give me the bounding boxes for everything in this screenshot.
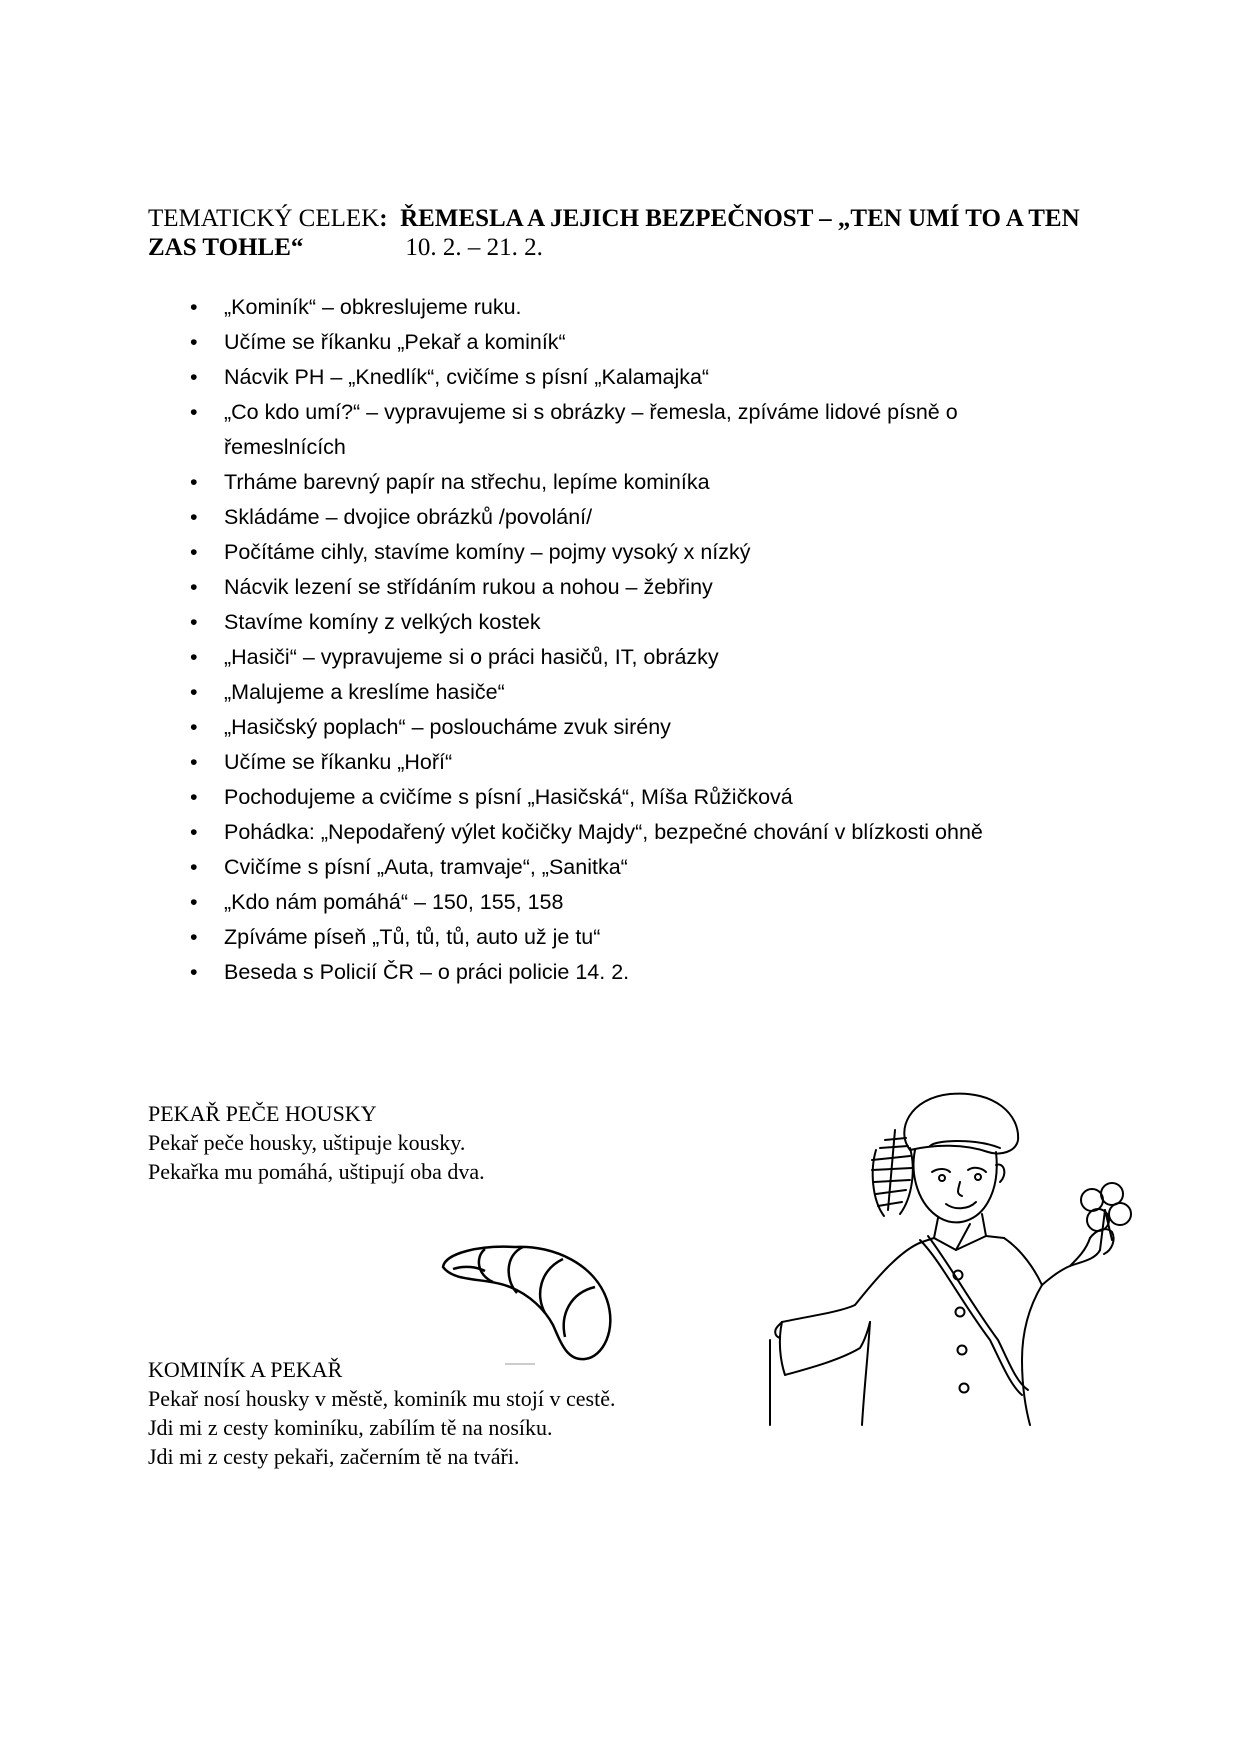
activity-item: [148, 325, 1078, 360]
activity-text: Učíme se říkanku „Hoří“: [224, 750, 453, 774]
heading-title-line1: ŘEMESLA A JEJICH BEZPEČNOST – „TEN UMÍ TO A TEN: [400, 205, 1080, 232]
activity-text: Trháme barevný papír na střechu, lepíme kominíka: [224, 470, 710, 494]
bullet-icon: •: [190, 785, 198, 809]
bullet-icon: •: [190, 890, 198, 914]
poem-kominik-a-pekar: [148, 1355, 768, 1471]
bullet-icon: •: [190, 960, 198, 984]
bullet-icon: •: [190, 645, 198, 669]
activity-item: [148, 955, 1078, 990]
activity-text: Skládáme – dvojice obrázků /povolání/: [224, 505, 593, 529]
activity-text: Nácvik lezení se střídáním rukou a nohou – žebřiny: [224, 575, 713, 599]
activity-item: [148, 395, 1078, 465]
activity-item: [148, 465, 1078, 500]
bullet-icon: •: [190, 330, 198, 354]
poem-line: Pekař peče housky, uštipuje kousky.: [148, 1130, 466, 1155]
activity-text: Učíme se říkanku „Pekař a kominík“: [224, 330, 566, 354]
activity-item: [148, 360, 1078, 395]
activity-item: [148, 815, 1078, 850]
activity-item: [148, 920, 1078, 955]
bullet-icon: •: [190, 540, 198, 564]
activity-item: [148, 745, 1078, 780]
activity-text: Beseda s Policií ČR – o práci policie 14. 2.: [224, 960, 630, 984]
activity-text: Nácvik PH – „Knedlík“, cvičíme s písní „Kalamajka“: [224, 365, 710, 389]
heading-dates: 10. 2. – 21. 2.: [405, 234, 543, 261]
poem-line: Jdi mi z cesty pekaři, začerním tě na tváři.: [148, 1444, 520, 1469]
activity-item: [148, 500, 1078, 535]
activity-text: Pohádka: „Nepodařený výlet kočičky Majdy“, bezpečné chování v blízkosti ohně: [224, 820, 983, 844]
poem-line: Jdi mi z cesty kominíku, zabílím tě na nosíku.: [148, 1415, 553, 1440]
bullet-icon: •: [190, 400, 198, 424]
activity-text: „Kominík“ – obkreslujeme ruku.: [224, 295, 522, 319]
activity-text: „Kdo nám pomáhá“ – 150, 155, 158: [224, 890, 564, 914]
activity-list: [148, 290, 1078, 990]
bullet-icon: •: [190, 610, 198, 634]
bullet-icon: •: [190, 295, 198, 319]
activity-text: Zpíváme píseň „Tů, tů, tů, auto už je tu“: [224, 925, 601, 949]
activity-item: [148, 640, 1078, 675]
activity-item: [148, 535, 1078, 570]
poem-line: Pekař nosí housky v městě, kominík mu stojí v cestě.: [148, 1386, 616, 1411]
bullet-icon: •: [190, 820, 198, 844]
bullet-icon: •: [190, 505, 198, 529]
activity-item: [148, 570, 1078, 605]
activity-item: [148, 290, 1078, 325]
activity-item: [148, 885, 1078, 920]
croissant-icon: [435, 1225, 625, 1365]
chimney-sweep-icon: [760, 1090, 1140, 1430]
activity-text: „Malujeme a kreslíme hasiče“: [224, 680, 505, 704]
poem-line: Pekařka mu pomáhá, uštipují oba dva.: [148, 1159, 485, 1184]
activity-text: „Hasičský poplach“ – posloucháme zvuk sirény: [224, 715, 671, 739]
heading-title-line2: ZAS TOHLE“: [148, 234, 304, 261]
theme-heading: [148, 204, 1108, 262]
activity-text: Stavíme komíny z velkých kostek: [224, 610, 541, 634]
poem-pekar-pece-housky: [148, 1099, 768, 1186]
bullet-icon: •: [190, 365, 198, 389]
bullet-icon: •: [190, 715, 198, 739]
bullet-icon: •: [190, 680, 198, 704]
activity-text: „Co kdo umí?“ – vypravujeme si s obrázky – řemesla, zpíváme lidové písně o řemeslnících: [224, 400, 958, 459]
heading-line-2: [148, 233, 1108, 262]
activity-item: [148, 675, 1078, 710]
poem-title: KOMINÍK A PEKAŘ: [148, 1357, 343, 1382]
bullet-icon: •: [190, 855, 198, 879]
heading-label: TEMATICKÝ CELEK: [148, 205, 380, 232]
bullet-icon: •: [190, 925, 198, 949]
bullet-icon: •: [190, 575, 198, 599]
activity-text: Pochodujeme a cvičíme s písní „Hasičská“, Míša Růžičková: [224, 785, 793, 809]
poem-title: PEKAŘ PEČE HOUSKY: [148, 1101, 377, 1126]
activity-text: Počítáme cihly, stavíme komíny – pojmy vysoký x nízký: [224, 540, 751, 564]
activity-text: Cvičíme s písní „Auta, tramvaje“, „Sanitka“: [224, 855, 628, 879]
heading-line-1: [148, 204, 1108, 233]
heading-colon: :: [379, 205, 388, 232]
activity-text: „Hasiči“ – vypravujeme si o práci hasičů, IT, obrázky: [224, 645, 719, 669]
activity-item: [148, 850, 1078, 885]
bullet-icon: •: [190, 470, 198, 494]
activity-item: [148, 710, 1078, 745]
bullet-icon: •: [190, 750, 198, 774]
activity-item: [148, 780, 1078, 815]
activity-item: [148, 605, 1078, 640]
